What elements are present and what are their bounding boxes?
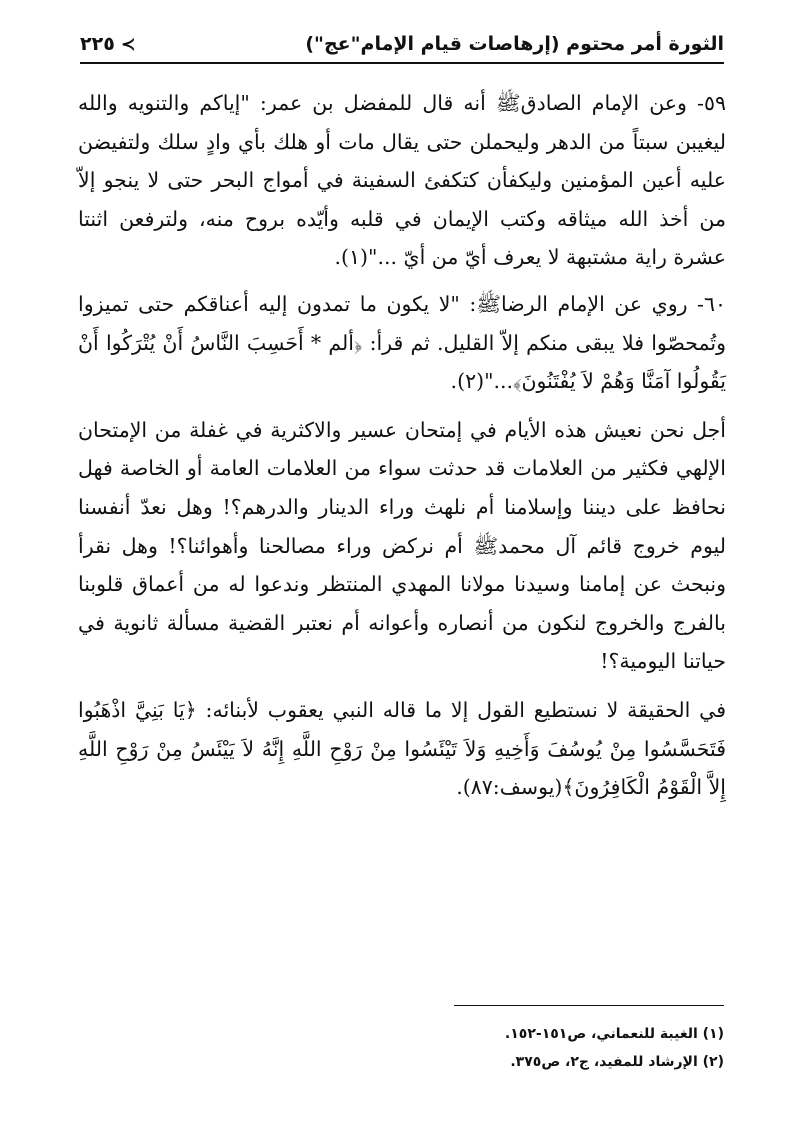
header-page-number-group xyxy=(80,33,136,55)
header-ornament-icon: ≻ xyxy=(120,33,136,55)
paragraph-quran-quote: في الحقيقة لا نستطيع القول إلا ما قاله النبي يعقوب لأبنائه: ﴿يَا بَنِيَّ اذْهَبُوا فَتَحَسَّسُوا مِنْ يُوسُفَ وَأَخِيهِ وَلاَ تَيْئَسُوا مِنْ رَوْحِ اللَّهِ إِنَّهُ لاَ يَيْئَسُ مِنْ رَوْحِ اللَّهِ إِلاَّ الْقَوْمُ الْكَافِرُونَ﴾(يوسف:٨٧). xyxy=(78,697,726,800)
paragraph-commentary: أجل نحن نعيش هذه الأيام في إمتحان عسير والاكثرية في غفلة من الإمتحان الإلهي فكثير من العلامات قد حدثت سواء من العلامات العامة أو الخاصة فهل نحافظ على ديننا وإسلامنا أم نلهث وراء الدينار والدرهم؟! وهل نعدّ أنفسنا ليوم خروج قائم آل محمدﷺ أم نركض وراء مصالحنا وأهوائنا؟! وهل نقرأ ونبحث عن إمامنا وسيدنا مولانا المهدي المنتظر وندعوا له من أعماق قلوبنا بالفرج والخروج لنكون من أنصاره وأعوانه أم نعتبر القضية مسألة ثانوية في حياتنا اليومية؟! xyxy=(78,417,726,674)
running-header xyxy=(80,26,724,64)
footnote-2: (٢) الإرشاد للمفيد، ج٢، ص٣٧٥. xyxy=(510,1054,724,1070)
paragraph-hadith-60: ٦٠- روي عن الإمام الرضاﷺ: "لا يكون ما تمدون إليه أعناقكم حتى تميزوا وتُمحصّوا فلا يبقى منكم إلاّ القليل. ثم قرأ: ﴿ألم * أَحَسِبَ النَّاسُ أَنْ يُتْرَكُوا أَنْ يَقُولُوا آمَنَّا وَهُمْ لاَ يُفْتَنُونَ﴾..."(٢). xyxy=(78,291,726,394)
page-number: ٢٢٥ xyxy=(80,33,115,55)
body-text xyxy=(78,84,726,817)
paragraph-hadith-59: ٥٩- وعن الإمام الصادقﷺ أنه قال للمفضل بن عمر: "إياكم والتنويه والله ليغيبن سبتاً من الدهر وليحملن حتى يقال مات أو هلك بأي وادٍ سلك ولتفيضن عليه أعين المؤمنين وليكفأن كتكفئ السفينة في أمواج البحر حتى لا ينجو إلاّ من أخذ الله ميثاقه وكتب الإيمان في قلبه وأيّده بروح منه، ولترفعن اثنتا عشرة راية مشتبهة لا يعرف أيّ من أيّ ..."(١). xyxy=(78,91,726,270)
footnote-divider xyxy=(454,1005,724,1006)
header-title: الثورة أمر محتوم (إرهاصات قيام الإمام"عج") xyxy=(305,33,724,55)
footnotes xyxy=(300,1020,724,1076)
footnote-1: (١) الغيبة للنعماني، ص١٥١-١٥٢. xyxy=(504,1026,724,1042)
